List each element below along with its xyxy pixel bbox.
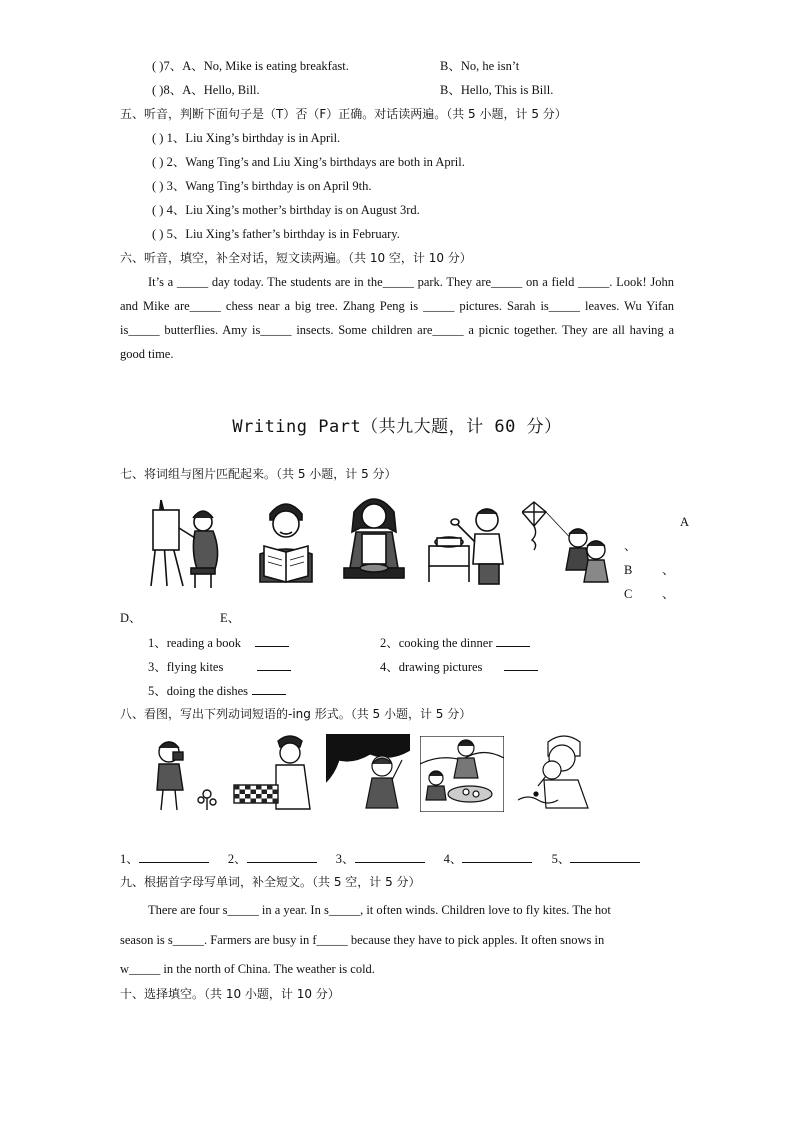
cooking-picture [425,502,517,588]
match-item [148,658,291,675]
item-text: 1、reading a book [148,636,242,650]
label-b: B [624,563,633,577]
section-5-item: ( ) 2、Wang Ting’s and Liu Xing’s birthdays are both in April. [152,155,465,169]
item-text: 3、flying kites [148,660,224,674]
playing-chess-picture [232,733,316,813]
section-9-line: season is s_____. Farmers are busy in f_____ because they have to pick apples. It often snows in [120,933,605,947]
writing-part-title: Writing Part（共九大题，计 60 分） [232,417,562,437]
answer-number: 3、 [335,852,355,866]
dishes-picture [340,492,408,588]
section-5-item: ( ) 5、Liu Xing’s father’s birthday is in February. [152,227,400,241]
answer-number: 2、 [227,852,247,866]
section-5-item: ( ) 4、Liu Xing’s mother’s birthday is on August 3rd. [152,203,420,217]
section-5-heading: 五、听音，判断下面句子是（T）否（F）正确。对话读两遍。（共 5 小题，计 5 分） [120,107,567,121]
answer-blank[interactable] [139,850,209,863]
label-a: A [680,515,690,529]
answer-row [120,850,640,867]
taking-photos-picture [145,738,223,812]
kites-picture [522,498,612,588]
answer-blank[interactable] [252,682,286,695]
answer-blank[interactable] [504,658,538,671]
match-item [148,634,289,651]
answer-paren: ( ) [152,59,164,73]
answer-blank[interactable] [462,850,532,863]
answer-blank[interactable] [247,850,317,863]
label-c: C [624,587,633,601]
label-e: E、 [220,611,241,625]
section-5-item: ( ) 1、Liu Xing’s birthday is in April. [152,131,341,145]
answer-blank[interactable] [255,634,289,647]
question-8-option-b: B、Hello, This is Bill. [440,83,554,97]
match-item [148,682,286,699]
question-7-option-b: B、No, he isn’t [440,59,520,73]
section-8-heading: 八、看图，写出下列动词短语的-ing 形式。（共 5 小题，计 5 分） [120,707,472,721]
answer-paren: ( ) [152,83,164,97]
item-text: 5、doing the dishes [148,684,248,698]
section-9-line: w_____ in the north of China. The weather is cold. [120,962,375,976]
question-number: 7、 [163,59,183,73]
option-a: A、No, Mike is eating breakfast. [182,59,349,73]
reading-picture [250,494,322,586]
label-separator: 、 [662,587,675,601]
match-item [380,634,530,651]
question-number: 8、 [163,83,183,97]
picnic-picture [420,736,504,812]
answer-number: 4、 [443,852,463,866]
section-9-line: There are four s_____ in a year. In s_____, it often winds. Children love to fly kites. The hot [148,903,611,917]
section-5-item: ( ) 3、Wang Ting’s birthday is on April 9th. [152,179,372,193]
section-7-heading: 七、将词组与图片匹配起来。（共 5 小题，计 5 分） [120,467,397,481]
watching-insects-picture [514,734,598,814]
item-text: 4、drawing pictures [380,660,483,674]
picking-leaves-picture [326,734,410,812]
answer-blank[interactable] [257,658,291,671]
question-8 [152,82,260,98]
answer-blank[interactable] [496,634,530,647]
answer-number: 1、 [120,852,139,866]
match-item [380,658,538,675]
item-text: 2、cooking the dinner [380,636,493,650]
passage-text: It’s a _____ day today. The students are in the_____ park. They are_____ on a field _____. Look! John and Mike are_____ chess near a big tree. Zhang Peng is _____ pictures. Sarah is_____ leaves. Wu Yifan is_____ butterflies. Amy is_____ insects. Some children are_____ a picnic together. They are all having a good time. [120,275,674,361]
answer-blank[interactable] [355,850,425,863]
section-10-heading: 十、选择填空。（共 10 小题，计 10 分） [120,987,340,1001]
section-6-passage [120,270,674,366]
drawing-picture [145,494,225,590]
label-separator: 、 [624,539,637,553]
label-separator: 、 [662,563,675,577]
question-7 [152,58,349,74]
section-9-heading: 九、根据首字母写单词，补全短文。（共 5 空，计 5 分） [120,875,421,889]
option-a: A、Hello, Bill. [182,83,260,97]
answer-number: 5、 [551,852,571,866]
section-6-heading: 六、听音，填空，补全对话，短文读两遍。（共 10 空，计 10 分） [120,251,472,265]
answer-blank[interactable] [570,850,640,863]
label-d: D、 [120,611,142,625]
